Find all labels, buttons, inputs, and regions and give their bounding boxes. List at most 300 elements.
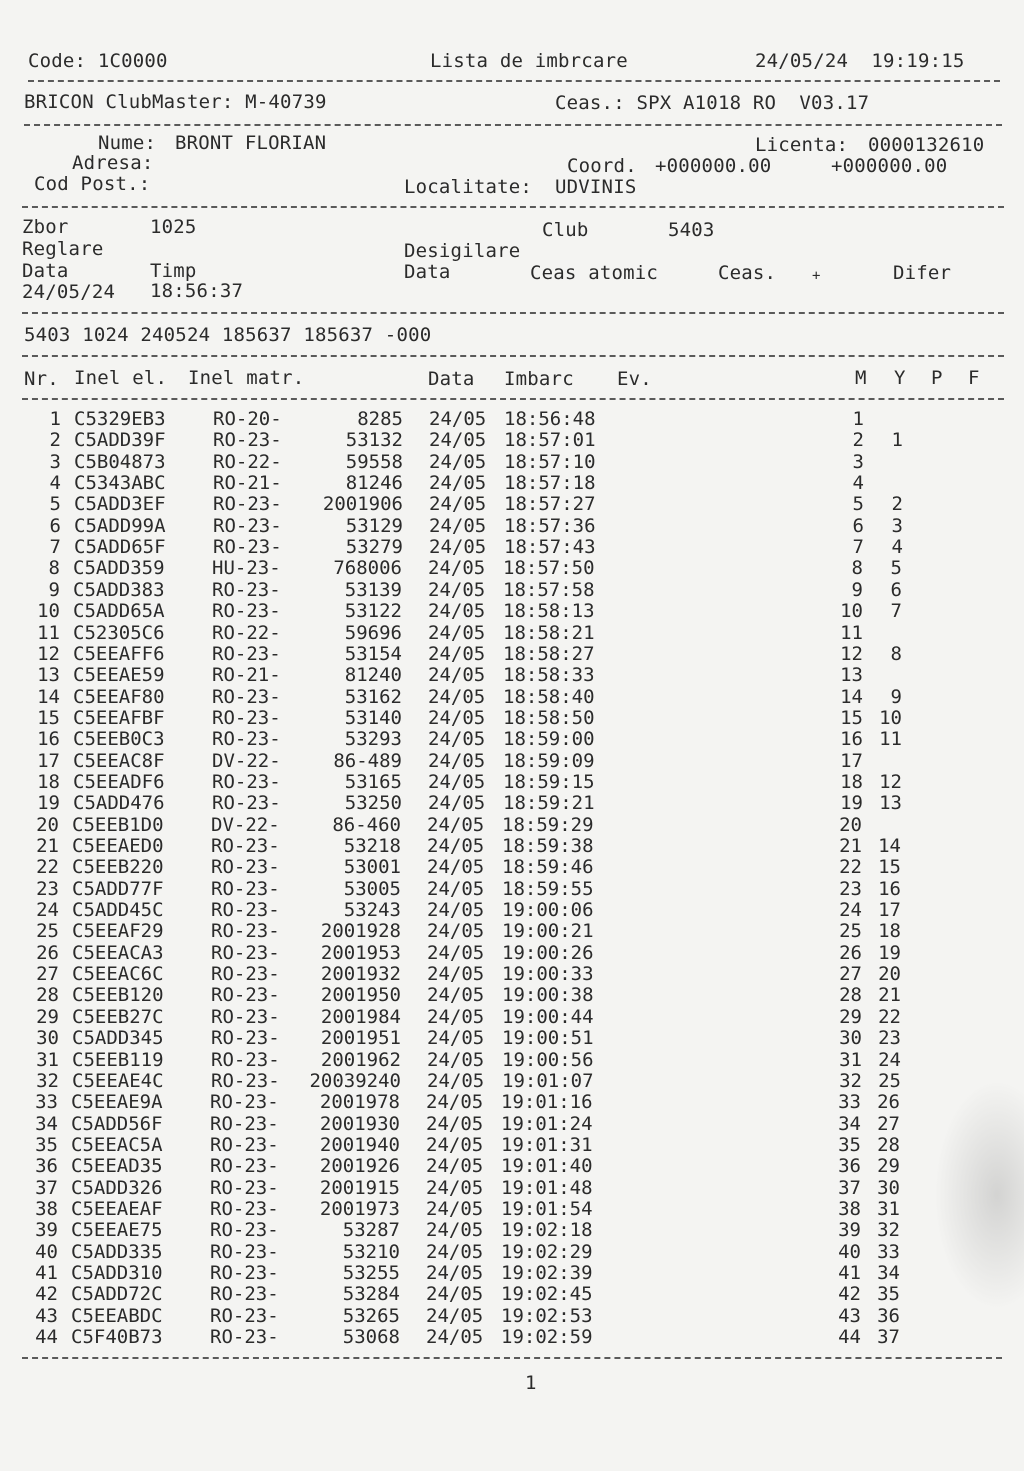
row-nr: 40 — [35, 1240, 58, 1263]
row-time: 18:58:40 — [503, 685, 595, 708]
row-ring-number: 53265 — [342, 1304, 400, 1327]
row-date: 24/05 — [428, 792, 486, 815]
row-inel-el: C5EEB27C — [72, 1005, 164, 1028]
row-ring-prefix: RO-23- — [213, 514, 282, 537]
table-row — [0, 623, 1023, 644]
reglare-date: 24/05/24 — [22, 281, 116, 303]
row-nr: 18 — [37, 770, 60, 793]
row-y: 5 — [890, 557, 902, 580]
table-row — [0, 1263, 1021, 1284]
row-time: 19:01:16 — [501, 1091, 593, 1114]
row-ring-prefix: RO-23- — [211, 1005, 280, 1028]
row-m: 18 — [840, 770, 863, 793]
row-nr: 41 — [35, 1262, 58, 1284]
row-nr: 34 — [35, 1112, 58, 1135]
row-m: 43 — [838, 1304, 861, 1327]
row-nr: 33 — [35, 1091, 58, 1114]
table-row — [0, 729, 1023, 750]
row-nr: 44 — [35, 1326, 58, 1349]
row-ring-number: 86-489 — [333, 749, 402, 772]
row-nr: 24 — [36, 899, 59, 922]
table-row — [0, 1242, 1021, 1263]
row-time: 18:59:09 — [503, 749, 595, 772]
row-ring-prefix: RO-23- — [213, 536, 282, 559]
row-ring-number: 53129 — [345, 514, 403, 537]
row-date: 24/05 — [427, 1069, 485, 1092]
row-y: 21 — [878, 984, 901, 1007]
row-ring-prefix: RO-23- — [210, 1176, 279, 1199]
row-ring-prefix: RO-21- — [213, 472, 282, 495]
row-m: 15 — [840, 706, 863, 729]
row-inel-el: C5EEB1D0 — [72, 813, 164, 836]
row-m: 38 — [838, 1197, 861, 1220]
row-date: 24/05 — [426, 1219, 484, 1242]
row-y: 10 — [879, 706, 902, 729]
row-date: 24/05 — [428, 578, 486, 601]
row-y: 24 — [878, 1048, 901, 1071]
row-ring-number: 53165 — [344, 770, 402, 793]
row-time: 18:57:18 — [504, 472, 596, 495]
row-inel-el: C5ADD77F — [72, 877, 164, 900]
name-label: Nume: — [98, 132, 157, 154]
row-inel-el: C5EEAD35 — [71, 1155, 163, 1178]
row-m: 25 — [839, 920, 862, 943]
row-m: 44 — [838, 1326, 861, 1349]
ceas-atomic-label: Ceas atomic — [530, 262, 659, 284]
row-ring-number: 59558 — [345, 450, 403, 473]
row-ring-number: 53140 — [344, 706, 402, 729]
coord-lat: +000000.00 — [655, 155, 772, 177]
table-row — [0, 516, 1024, 537]
row-y: 19 — [878, 941, 901, 964]
row-nr: 42 — [35, 1283, 58, 1306]
divider — [28, 80, 1000, 82]
row-inel-el: C5ADD476 — [73, 792, 165, 815]
row-ring-prefix: RO-23- — [211, 1048, 280, 1071]
table-row — [0, 1284, 1021, 1305]
row-ring-prefix: RO-23- — [210, 1091, 279, 1114]
table-row — [0, 494, 1024, 515]
row-ring-number: 53250 — [344, 792, 402, 815]
row-date: 24/05 — [428, 770, 486, 793]
row-ring-prefix: RO-23- — [210, 1283, 279, 1306]
row-nr: 16 — [37, 728, 60, 751]
row-ring-number: 8285 — [357, 408, 403, 430]
row-date: 24/05 — [427, 856, 485, 879]
row-y: 36 — [877, 1304, 900, 1327]
table-row — [0, 601, 1023, 622]
table-row — [0, 430, 1024, 451]
row-ring-number: 53122 — [344, 600, 402, 623]
row-ring-number: 53243 — [343, 899, 401, 922]
row-ring-number: 53284 — [342, 1283, 400, 1306]
table-row — [0, 985, 1022, 1006]
row-ring-prefix: RO-23- — [210, 1304, 279, 1327]
table-row — [0, 772, 1023, 793]
row-y: 35 — [877, 1283, 900, 1306]
row-date: 24/05 — [427, 941, 485, 964]
code-label: Code: 1C0000 — [28, 50, 168, 72]
row-inel-el: C5EEAC6C — [72, 963, 164, 986]
table-row — [0, 1220, 1021, 1241]
row-m: 22 — [839, 856, 862, 879]
row-date: 24/05 — [428, 749, 486, 772]
table-row — [0, 1092, 1021, 1113]
zbor-value: 1025 — [150, 216, 197, 238]
row-m: 34 — [838, 1112, 861, 1135]
row-y: 32 — [877, 1219, 900, 1242]
row-inel-el: C5ADD45C — [72, 899, 164, 922]
row-inel-el: C5ADD72C — [71, 1283, 163, 1306]
row-ring-prefix: RO-23- — [212, 770, 281, 793]
row-ring-prefix: RO-23- — [212, 578, 281, 601]
row-ring-prefix: RO-23- — [213, 493, 282, 516]
row-ring-number: 2001928 — [320, 920, 401, 943]
row-nr: 7 — [49, 536, 61, 559]
row-time: 18:59:21 — [503, 792, 595, 815]
row-inel-el: C5ADD39F — [74, 429, 166, 452]
col-f: F — [968, 367, 980, 389]
row-date: 24/05 — [427, 899, 485, 922]
row-nr: 11 — [37, 621, 60, 644]
row-time: 19:00:26 — [502, 941, 594, 964]
row-ring-number: 2001930 — [319, 1112, 400, 1135]
row-ring-number: 2001926 — [319, 1155, 400, 1178]
row-date: 24/05 — [426, 1240, 484, 1263]
row-y: 17 — [878, 899, 901, 922]
row-nr: 21 — [36, 835, 59, 857]
print-datetime: 24/05/24 19:19:15 — [755, 50, 965, 72]
row-date: 24/05 — [428, 642, 486, 665]
table-row — [0, 1156, 1021, 1177]
row-nr: 38 — [35, 1197, 58, 1220]
row-ring-number: 2001953 — [320, 941, 401, 964]
row-nr: 31 — [36, 1048, 59, 1071]
row-y: 7 — [890, 600, 902, 623]
row-date: 24/05 — [426, 1155, 484, 1178]
row-nr: 4 — [49, 472, 61, 495]
col-inel-matr: Inel matr. — [188, 367, 305, 389]
col-data: Data — [428, 368, 475, 390]
club-value: 5403 — [668, 219, 715, 241]
row-time: 19:02:39 — [501, 1262, 593, 1284]
row-ring-number: 2001978 — [319, 1091, 400, 1114]
row-ring-prefix: RO-23- — [211, 920, 280, 943]
col-inel-el: Inel el. — [74, 367, 168, 389]
row-nr: 9 — [48, 578, 60, 601]
row-date: 24/05 — [427, 920, 485, 943]
row-ring-number: 2001906 — [322, 493, 403, 516]
row-date: 24/05 — [428, 664, 486, 687]
row-date: 24/05 — [426, 1304, 484, 1327]
row-nr: 13 — [37, 664, 60, 687]
row-m: 27 — [839, 963, 862, 986]
row-m: 12 — [840, 642, 863, 665]
row-m: 5 — [852, 493, 864, 516]
col-p: P — [931, 367, 943, 389]
row-time: 18:58:21 — [503, 621, 595, 644]
row-ring-number: 53154 — [344, 642, 402, 665]
row-y: 28 — [877, 1133, 900, 1156]
document-title: Lista de imbrcare — [430, 50, 628, 72]
row-ring-prefix: RO-23- — [210, 1219, 279, 1242]
row-ring-number: 53279 — [345, 536, 403, 559]
reglare-label: Reglare — [22, 238, 104, 260]
row-y: 2 — [891, 493, 903, 516]
table-row — [0, 409, 1024, 430]
row-y: 30 — [877, 1176, 900, 1199]
row-date: 24/05 — [426, 1262, 484, 1284]
row-nr: 29 — [36, 1005, 59, 1028]
data-label: Data — [22, 260, 69, 282]
row-date: 24/05 — [426, 1283, 484, 1306]
row-ring-prefix: RO-23- — [210, 1326, 279, 1349]
row-nr: 39 — [35, 1219, 58, 1242]
row-ring-prefix: RO-20- — [213, 408, 282, 430]
reglare-time: 18:56:37 — [150, 280, 244, 302]
row-nr: 35 — [35, 1133, 58, 1156]
row-inel-el: C5EEAFBF — [73, 706, 165, 729]
locality-label: Localitate: — [404, 176, 533, 198]
row-date: 24/05 — [429, 536, 487, 559]
row-ring-prefix: RO-23- — [211, 877, 280, 900]
row-nr: 14 — [37, 685, 60, 708]
table-row — [0, 1114, 1021, 1135]
divider — [22, 312, 1004, 314]
zbor-label: Zbor — [22, 216, 69, 238]
row-m: 11 — [840, 621, 863, 644]
col-ev: Ev. — [617, 368, 652, 390]
row-inel-el: C5EEAE75 — [71, 1219, 163, 1242]
row-ring-number: 53162 — [344, 685, 402, 708]
timp-label: Timp — [150, 260, 197, 282]
table-row — [0, 879, 1022, 900]
row-date: 24/05 — [429, 408, 487, 430]
row-m: 16 — [840, 728, 863, 751]
table-row — [0, 1135, 1021, 1156]
row-ring-prefix: RO-23- — [211, 835, 280, 857]
row-inel-el: C5EEAE4C — [72, 1069, 164, 1092]
row-time: 19:01:07 — [502, 1069, 594, 1092]
row-y: 33 — [877, 1240, 900, 1263]
row-ring-number: 81240 — [344, 664, 402, 687]
col-imbarc: Imbarc — [504, 368, 574, 390]
row-time: 19:00:06 — [502, 899, 594, 922]
row-date: 24/05 — [426, 1112, 484, 1135]
address-label: Adresa: — [72, 152, 154, 174]
row-y: 27 — [877, 1112, 900, 1135]
row-m: 7 — [852, 536, 864, 559]
row-y: 15 — [878, 856, 901, 879]
row-inel-el: C5EEAEAF — [71, 1197, 163, 1220]
postcode-label: Cod Post.: — [34, 173, 151, 195]
clock-label: Ceas.: SPX A1018 RO V03.17 — [555, 92, 870, 114]
row-ring-prefix: RO-23- — [210, 1112, 279, 1135]
row-inel-el: C5EEABDC — [71, 1304, 163, 1327]
row-date: 24/05 — [427, 1027, 485, 1050]
row-m: 20 — [839, 813, 862, 836]
row-ring-number: 53287 — [342, 1219, 400, 1242]
code-line: 5403 1024 240524 185637 185637 -000 — [24, 324, 432, 346]
coord-lon: +000000.00 — [831, 155, 948, 177]
row-nr: 10 — [37, 600, 60, 623]
row-ring-prefix: RO-23- — [211, 984, 280, 1007]
row-ring-number: 2001984 — [320, 1005, 401, 1028]
row-inel-el: C5ADD335 — [71, 1240, 163, 1263]
row-ring-prefix: RO-23- — [212, 642, 281, 665]
row-m: 41 — [838, 1262, 861, 1284]
row-inel-el: C5EEB119 — [72, 1048, 164, 1071]
page-number: 1 — [525, 1372, 537, 1394]
row-date: 24/05 — [428, 685, 486, 708]
row-y: 12 — [879, 770, 902, 793]
row-m: 28 — [839, 984, 862, 1007]
row-ring-number: 53218 — [343, 835, 401, 857]
row-inel-el: C52305C6 — [73, 621, 165, 644]
owner-name: BRONT FLORIAN — [175, 132, 327, 154]
row-ring-number: 53210 — [342, 1240, 400, 1263]
licence-number: 0000132610 — [868, 134, 985, 156]
table-row — [0, 815, 1022, 836]
row-date: 24/05 — [427, 1005, 485, 1028]
row-ring-prefix: RO-23- — [211, 963, 280, 986]
row-inel-el: C5EEAC8F — [73, 749, 165, 772]
col-m: M — [855, 367, 867, 389]
row-time: 18:56:48 — [504, 408, 596, 430]
row-ring-prefix: RO-23- — [211, 1027, 280, 1050]
row-nr: 3 — [49, 450, 61, 473]
row-nr: 28 — [36, 984, 59, 1007]
row-inel-el: C5329EB3 — [74, 408, 166, 430]
row-date: 24/05 — [427, 835, 485, 857]
row-y: 25 — [878, 1069, 901, 1092]
table-row — [0, 943, 1022, 964]
row-y: 22 — [878, 1005, 901, 1028]
row-ring-prefix: RO-22- — [212, 621, 281, 644]
locality-value: UDVINIS — [555, 176, 637, 198]
row-inel-el: C5EEB0C3 — [73, 728, 165, 751]
row-date: 24/05 — [429, 450, 487, 473]
desigilare-label: Desigilare — [404, 240, 521, 262]
row-inel-el: C5EEAFF6 — [73, 642, 165, 665]
row-ring-prefix: HU-23- — [212, 557, 281, 580]
row-inel-el: C5343ABC — [74, 472, 166, 495]
row-nr: 32 — [36, 1069, 59, 1092]
divider — [22, 206, 1004, 208]
row-inel-el: C5EEB120 — [72, 984, 164, 1007]
row-time: 19:01:31 — [501, 1133, 593, 1156]
table-row — [0, 1071, 1022, 1092]
row-nr: 12 — [37, 642, 60, 665]
row-time: 19:00:38 — [502, 984, 594, 1007]
row-inel-el: C5ADD56F — [71, 1112, 163, 1135]
row-y: 37 — [877, 1326, 900, 1349]
row-m: 3 — [852, 450, 864, 473]
table-row — [0, 793, 1023, 814]
row-ring-number: 53132 — [345, 429, 403, 452]
row-date: 24/05 — [428, 600, 486, 623]
row-ring-prefix: RO-23- — [211, 856, 280, 879]
row-time: 19:02:45 — [501, 1283, 593, 1306]
row-ring-prefix: RO-23- — [211, 899, 280, 922]
divider — [22, 1357, 1002, 1359]
table-row — [0, 537, 1024, 558]
row-inel-el: C5F40B73 — [71, 1326, 163, 1349]
row-date: 24/05 — [428, 728, 486, 751]
row-nr: 27 — [36, 963, 59, 986]
row-date: 24/05 — [426, 1176, 484, 1199]
row-ring-number: 2001940 — [319, 1133, 400, 1156]
row-time: 19:01:40 — [501, 1155, 593, 1178]
row-date: 24/05 — [427, 1048, 485, 1071]
row-ring-prefix: RO-23- — [212, 706, 281, 729]
row-time: 18:58:27 — [503, 642, 595, 665]
row-m: 26 — [839, 941, 862, 964]
row-ring-number: 768006 — [333, 557, 402, 580]
row-ring-number: 20039240 — [309, 1069, 401, 1092]
row-m: 30 — [839, 1027, 862, 1050]
row-ring-number: 2001951 — [320, 1027, 401, 1050]
row-y: 4 — [891, 536, 903, 559]
row-y: 3 — [891, 514, 903, 537]
row-time: 19:02:59 — [501, 1326, 593, 1349]
row-date: 24/05 — [429, 472, 487, 495]
row-ring-prefix: RO-23- — [210, 1197, 279, 1220]
row-y: 18 — [878, 920, 901, 943]
row-nr: 23 — [36, 877, 59, 900]
row-nr: 1 — [49, 408, 61, 430]
row-date: 24/05 — [426, 1197, 484, 1220]
row-date: 24/05 — [427, 813, 485, 836]
row-time: 19:01:54 — [501, 1197, 593, 1220]
row-time: 18:59:46 — [502, 856, 594, 879]
row-time: 19:00:44 — [502, 1005, 594, 1028]
table-row — [0, 836, 1022, 857]
table-row — [0, 921, 1022, 942]
table-row — [0, 1178, 1021, 1199]
row-m: 23 — [839, 877, 862, 900]
row-time: 18:58:50 — [503, 706, 595, 729]
row-date: 24/05 — [429, 493, 487, 516]
row-inel-el: C5EEB220 — [72, 856, 164, 879]
row-nr: 17 — [37, 749, 60, 772]
row-ring-prefix: RO-23- — [212, 685, 281, 708]
row-inel-el: C5ADD65A — [73, 600, 165, 623]
row-nr: 36 — [35, 1155, 58, 1178]
row-ring-prefix: RO-22- — [213, 450, 282, 473]
row-y: 26 — [877, 1091, 900, 1114]
row-ring-prefix: RO-23- — [210, 1262, 279, 1284]
device-label: BRICON ClubMaster: M-40739 — [24, 91, 327, 113]
row-nr: 15 — [37, 706, 60, 729]
row-inel-el: C5EEAF80 — [73, 685, 165, 708]
row-m: 33 — [838, 1091, 861, 1114]
row-time: 18:57:36 — [504, 514, 596, 537]
row-nr: 30 — [36, 1027, 59, 1050]
row-inel-el: C5ADD383 — [73, 578, 165, 601]
row-ring-prefix: RO-23- — [213, 429, 282, 452]
row-inel-el: C5ADD359 — [73, 557, 165, 580]
row-ring-number: 53293 — [344, 728, 402, 751]
row-y: 16 — [878, 877, 901, 900]
row-y: 14 — [878, 835, 901, 857]
row-m: 36 — [838, 1155, 861, 1178]
divider — [22, 398, 1004, 400]
desigilare-data-label: Data — [404, 261, 451, 283]
table-row — [0, 473, 1024, 494]
row-nr: 19 — [37, 792, 60, 815]
table-row — [0, 558, 1023, 579]
